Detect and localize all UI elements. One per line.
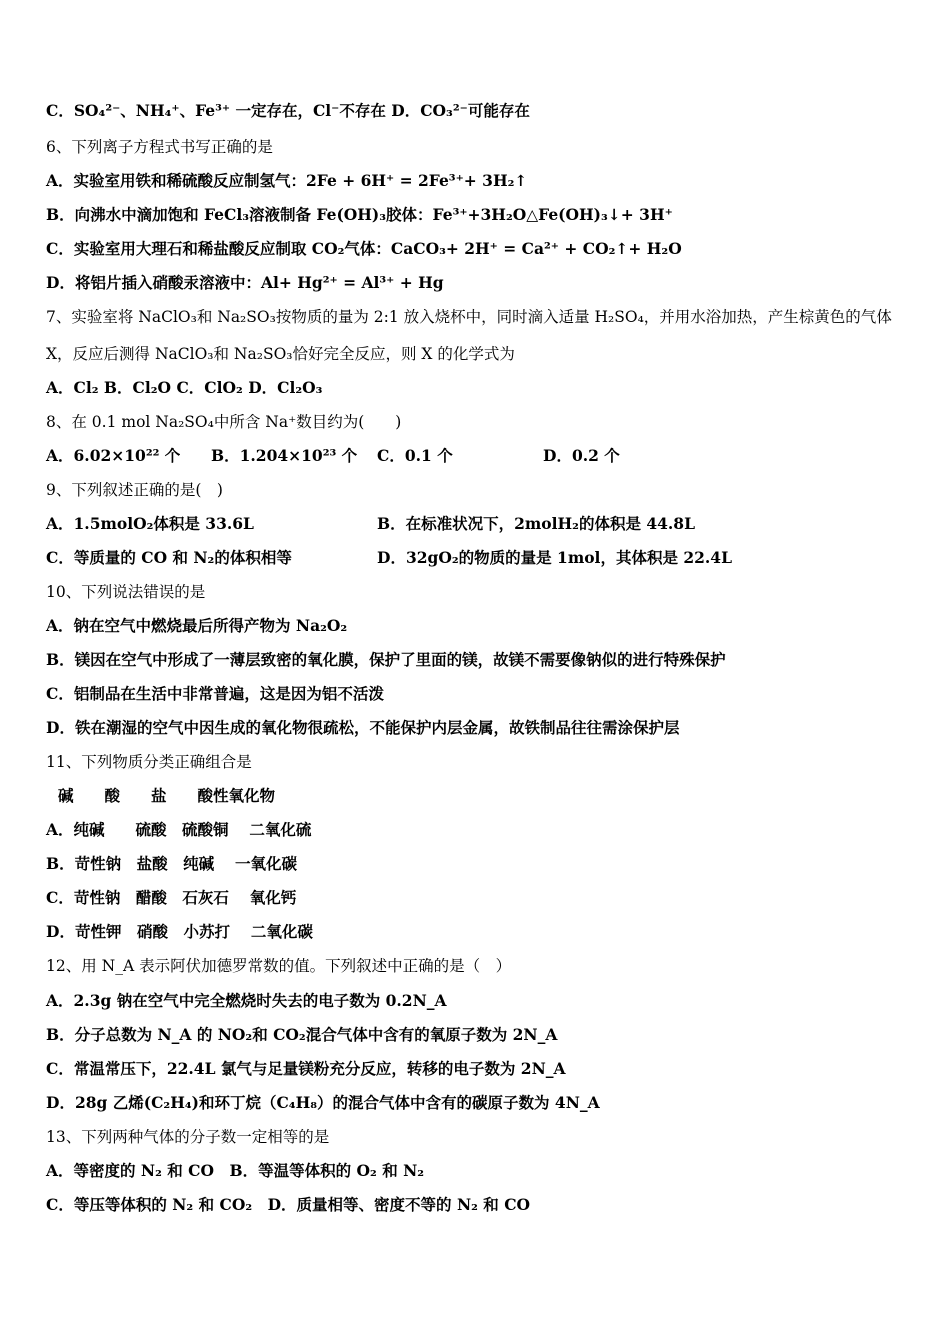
q8-option-c: C．0.1 个	[377, 446, 453, 465]
q11-stem: 11、下列物质分类正确组合是	[46, 753, 252, 771]
q7-options: A．Cl₂ B．Cl₂O C．ClO₂ D．Cl₂O₃	[46, 378, 323, 397]
q10-stem: 10、下列说法错误的是	[46, 583, 206, 601]
q9-option-b: B．在标准状况下，2molH₂的体积是 44.8L	[377, 514, 695, 533]
q5-option-c: C．SO₄²⁻、NH₄⁺、Fe³⁺ 一定存在，Cl⁻不存在	[46, 101, 386, 120]
q9-option-a: A．1.5molO₂体积是 33.6L	[46, 514, 254, 533]
q10-option-b: B．镁因在空气中形成了一薄层致密的氧化膜，保护了里面的镁，故镁不需要像钠似的进行特殊保护	[46, 650, 726, 669]
q9-options-cd	[46, 548, 732, 568]
q12-option-c: C．常温常压下，22.4L 氯气与足量镁粉充分反应，转移的电子数为 2N_A	[46, 1059, 566, 1078]
q7-stem-line2: X，反应后测得 NaClO₃和 Na₂SO₃恰好完全反应，则 X 的化学式为	[46, 345, 515, 363]
q6-option-b: B．向沸水中滴加饱和 FeCl₃溶液制备 Fe(OH)₃胶体：Fe³⁺+3H₂O△Fe(OH)₃↓+ 3H⁺	[46, 205, 673, 224]
q10-option-d: D．铁在潮湿的空气中因生成的氧化物很疏松，不能保护内层金属，故铁制品往往需涂保护层	[46, 718, 680, 737]
q9-stem: 9、下列叙述正确的是( )	[46, 481, 223, 499]
q9-options-ab	[46, 514, 695, 534]
q8-option-a: A．6.02×10²² 个	[46, 446, 181, 465]
q11-option-b: B．苛性钠 盐酸 纯碱 一氧化碳	[46, 854, 297, 873]
q11-table-header: 碱 酸 盐 酸性氧化物	[58, 786, 276, 805]
q8-options	[46, 446, 620, 466]
q11-option-c: C．苛性钠 醋酸 石灰石 氧化钙	[46, 888, 297, 907]
q8-option-d: D．0.2 个	[543, 446, 620, 465]
q6-option-c: C．实验室用大理石和稀盐酸反应制取 CO₂气体：CaCO₃+ 2H⁺ = Ca²⁺ + CO₂↑+ H₂O	[46, 239, 682, 258]
q12-stem: 12、用 N_A 表示阿伏加德罗常数的值。下列叙述中正确的是（ ）	[46, 957, 512, 975]
q5-options-cd	[46, 101, 530, 121]
q9-option-c: C．等质量的 CO 和 N₂的体积相等	[46, 548, 292, 567]
q13-stem: 13、下列两种气体的分子数一定相等的是	[46, 1128, 330, 1146]
q6-stem: 6、下列离子方程式书写正确的是	[46, 138, 273, 156]
q6-option-d: D．将铝片插入硝酸汞溶液中：Al+ Hg²⁺ = Al³⁺ + Hg	[46, 273, 444, 292]
q7-stem-line1: 7、实验室将 NaClO₃和 Na₂SO₃按物质的量为 2:1 放入烧杯中，同时滴入适量 H₂SO₄，并用水浴加热，产生棕黄色的气体	[46, 308, 892, 326]
q11-option-d: D．苛性钾 硝酸 小苏打 二氧化碳	[46, 922, 313, 941]
q13-options-ab: A．等密度的 N₂ 和 CO B．等温等体积的 O₂ 和 N₂	[46, 1161, 425, 1180]
q8-stem: 8、在 0.1 mol Na₂SO₄中所含 Na⁺数目约为( )	[46, 413, 402, 431]
q13-options-cd: C．等压等体积的 N₂ 和 CO₂ D．质量相等、密度不等的 N₂ 和 CO	[46, 1195, 531, 1214]
q6-option-a: A．实验室用铁和稀硫酸反应制氢气：2Fe + 6H⁺ = 2Fe³⁺+ 3H₂↑	[46, 171, 528, 190]
q5-option-d: D．CO₃²⁻可能存在	[391, 101, 530, 120]
q10-option-c: C．铝制品在生活中非常普遍，这是因为铝不活泼	[46, 684, 384, 703]
q12-option-a: A．2.3g 钠在空气中完全燃烧时失去的电子数为 0.2N_A	[46, 991, 447, 1010]
q12-option-d: D．28g 乙烯(C₂H₄)和环丁烷（C₄H₈）的混合气体中含有的碳原子数为 4N_A	[46, 1093, 600, 1112]
q9-option-d: D．32gO₂的物质的量是 1mol，其体积是 22.4L	[377, 548, 732, 567]
q11-option-a: A．纯碱 硫酸 硫酸铜 二氧化硫	[46, 820, 312, 839]
q12-option-b: B．分子总数为 N_A 的 NO₂和 CO₂混合气体中含有的氧原子数为 2N_A	[46, 1025, 558, 1044]
q8-option-b: B．1.204×10²³ 个	[211, 446, 358, 465]
q10-option-a: A．钠在空气中燃烧最后所得产物为 Na₂O₂	[46, 616, 348, 635]
